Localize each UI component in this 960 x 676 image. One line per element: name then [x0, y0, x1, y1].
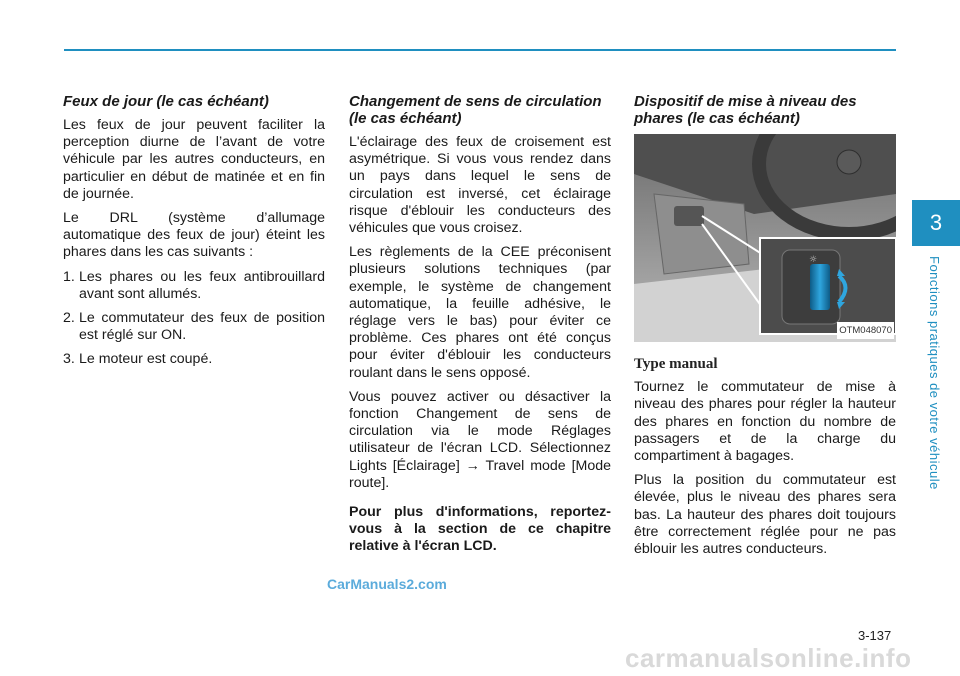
headlight-leveling-figure: [634, 134, 896, 342]
list-item: [63, 269, 325, 303]
list-text: Les phares ou les feux antibrouillard avant sont allumés.: [79, 268, 325, 302]
chapter-number: 3: [929, 210, 943, 235]
paragraph: Les feux de jour peuvent faciliter la perception diurne de l’avant de votre véhicule par les autres conducteurs, en particulier en début de matinée et en fin de journée.: [63, 117, 325, 202]
page-number: 3-137: [858, 628, 892, 643]
section-heading: Feux de jour (le cas échéant): [63, 93, 269, 110]
figure-code: OTM048070: [837, 322, 894, 339]
paragraph: Plus la position du commutateur est élevée, plus le niveau des phares sera bas. La hauteur des phares doit toujours être correctement réglée pour ne pas éblouir les autres conducteurs.: [634, 472, 896, 558]
list-number: 3.: [63, 351, 75, 368]
list-text: Le commutateur des feux de position est réglé sur ON.: [79, 310, 325, 344]
list-item: [63, 351, 325, 368]
paragraph: Le DRL (système d’allumage automatique des feux de jour) éteint les phares dans les cas suivants :: [63, 210, 325, 261]
chapter-title: Fonctions pratiques de votre véhicule: [927, 256, 942, 490]
list-number: 1.: [63, 268, 75, 285]
section-heading: Changement de sens de circulation (le cas échéant): [349, 93, 602, 127]
top-rule: [64, 49, 896, 51]
paragraph: Tournez le commutateur de mise à niveau des phares pour régler la hauteur des phares en fonction du nombre de passagers et de la charge du compartiment à bagages.: [634, 379, 896, 465]
reference-note: Pour plus d'informations, reportez-vous à la section de ce chapitre relative à l'écran LCD.: [349, 504, 611, 555]
list-item: [63, 310, 325, 344]
column-travel-mode: [349, 93, 611, 563]
section-heading: Dispositif de mise à niveau des phares (le cas échéant): [634, 93, 857, 127]
watermark-small: CarManuals2.com: [327, 576, 447, 592]
svg-text:☼: ☼: [809, 255, 818, 265]
paragraph: L'éclairage des feux de croisement est asymétrique. Si vous vous rendez dans un pays dans lequel le sens de circulation est inversé, cet éclairage risque d'éblouir les conducteurs des véhicules que vous croisez.: [349, 134, 611, 237]
paragraph: Vous pouvez activer ou désactiver la fonction Changement de sens de circulation via le mode Réglages utilisateur de l'écran LCD. Sélectionnez Lights [Éclairage] → Travel mode [Mode route].: [349, 388, 611, 491]
watermark-large: carmanualsonline.info: [625, 643, 912, 673]
dashboard-illustration: [634, 134, 896, 342]
list-text: Le moteur est coupé.: [79, 351, 213, 368]
column-headlight-leveling: [634, 93, 896, 565]
subheading: Type manual: [634, 356, 718, 372]
paragraph: Les règlements de la CEE préconisent plusieurs solutions techniques (par exemple, le système de changement automatique, la feuille adhésive, le réglage vers le bas) pour éviter ce problème. Ces phares ont été conçus pour éviter d'éblouir les conducteurs roulant dans le sens opposé.: [349, 244, 611, 381]
column-daytime-running-lights: [63, 93, 325, 376]
list-number: 2.: [63, 310, 75, 327]
chapter-tab: [912, 200, 960, 246]
